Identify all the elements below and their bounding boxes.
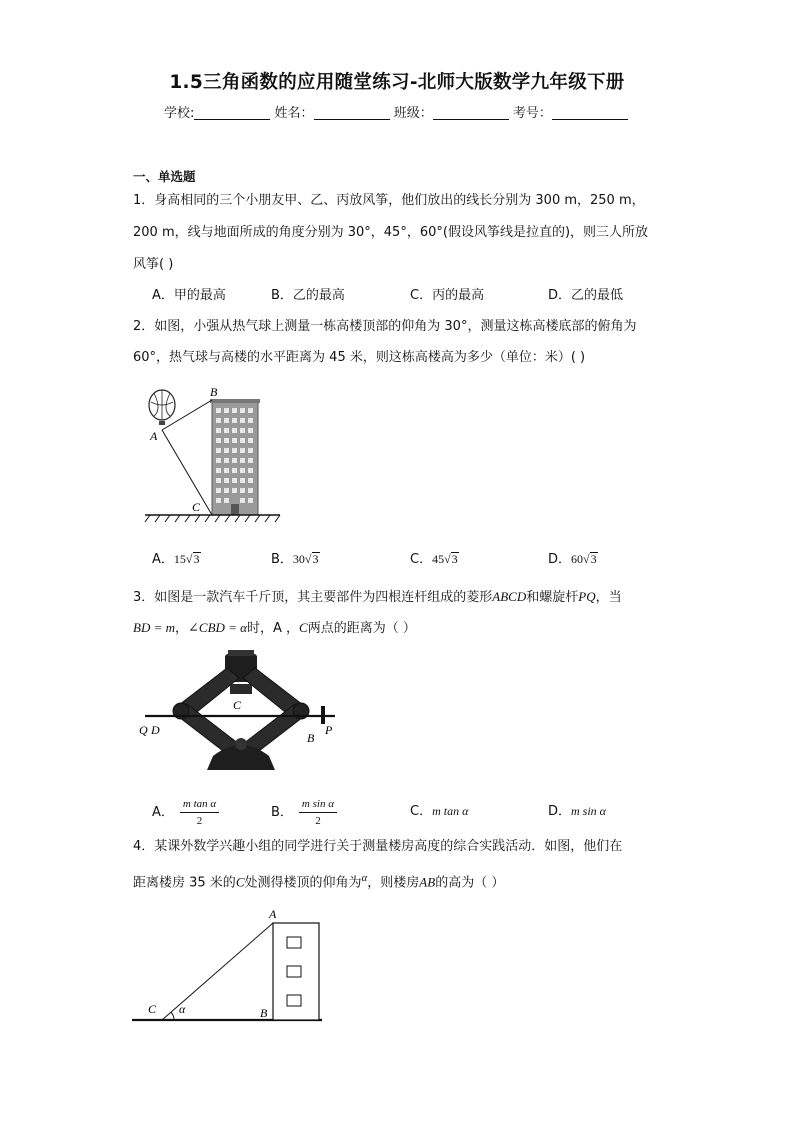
q3-option-c[interactable]: C．m tan α [410,804,469,819]
section-heading: 一、单选题 [133,169,196,184]
q4-line2: 距离楼房 35 米的C处测得楼顶的仰角为$^\alpha$，则楼房AB的高为（ ） [133,872,505,891]
school-label: 学校: [164,106,195,121]
building-icon [210,399,260,515]
q4-figure-building-angle [130,905,330,1025]
q4-label-alpha: α [179,1002,186,1016]
q3-option-a[interactable]: A． $\frac{\text{m tan α}}{2}$ [152,796,219,829]
q3-label-c: C [233,698,242,712]
q2-label-a: A [150,429,158,443]
q3-line2: BD = m，∠CBD = α时，A ，C两点的距离为（ ） [133,620,416,636]
q3-option-d[interactable]: D．m sin α [548,804,606,819]
student-info-line [164,102,628,121]
q4-line1: 4．某课外数学兴趣小组的同学进行关于测量楼房高度的综合实践活动．如图，他们在 [133,839,623,854]
q2-line1: 2．如图，小强从热气球上测量一栋高楼顶部的仰角为 30°，测量这栋高楼底部的俯角为 [133,319,637,334]
q2-figure-balloon-building [140,380,290,525]
q1-option-c[interactable]: C．丙的最高 [410,288,485,303]
q1-option-b[interactable]: B．乙的最高 [271,288,345,303]
exam-no-blank[interactable] [552,105,628,120]
q3-label-p: P [325,723,333,737]
q2-option-a[interactable]: A．15√3 [152,552,200,567]
q1-line1: 1．身高相同的三个小朋友甲、乙、丙放风筝，他们放出的线长分别为 300 m，250 m， [133,193,645,208]
class-label: 班级： [393,106,433,121]
name-blank[interactable] [314,105,390,120]
q3-label-d: D [151,723,160,737]
q2-option-b[interactable]: B．30√3 [271,552,319,567]
name-label: 姓名： [274,106,314,121]
q1-line3: 风筝( ) [133,257,174,272]
q1-option-a[interactable]: A．甲的最高 [152,288,226,303]
q1-option-d[interactable]: D．乙的最低 [548,288,624,303]
hot-air-balloon-icon [149,390,175,425]
class-blank[interactable] [433,105,509,120]
exam-no-label: 考号： [512,106,552,121]
page-title: 1.5三角函数的应用随堂练习-北师大版数学九年级下册 [169,72,625,93]
q2-option-d[interactable]: D．60√3 [548,552,597,567]
q3-figure-car-jack [135,648,345,776]
q3-label-a: A [235,725,243,739]
q3-option-b[interactable]: B． $\frac{\text{m sin α}}{2}$ [271,796,337,829]
q2-line2: 60°，热气球与高楼的水平距离为 45 米，则这栋高楼高为多少（单位：米）( ) [133,350,586,365]
q4-label-c: C [148,1002,157,1016]
q1-line2: 200 m，线与地面所成的角度分别为 30°，45°，60°(假设风筝线是拉直的)，则三人所放 [133,225,649,240]
school-blank[interactable] [194,105,270,120]
q4-label-b: B [260,1006,268,1020]
q4-label-a: A [269,907,277,921]
q2-label-b: B [210,385,218,399]
q3-line1: 3．如图是一款汽车千斤顶，其主要部件为四根连杆组成的菱形ABCD和螺旋杆PQ，当 [133,589,622,605]
q3-label-q: Q [139,723,148,737]
q3-label-b: B [307,731,315,745]
q2-option-c[interactable]: C．45√3 [410,552,458,567]
q2-label-c: C [192,500,201,514]
